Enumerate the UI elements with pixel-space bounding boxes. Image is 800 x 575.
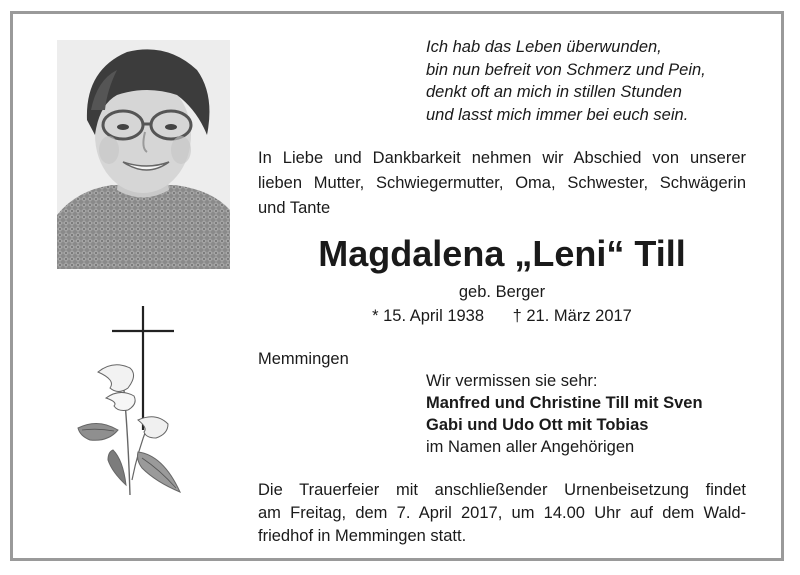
intro-text [258,146,746,221]
place: Memmingen [258,350,349,368]
intro-line: In Liebe und Dankbarkeit nehmen wir Abschied von unserer [258,149,746,167]
funeral-line: am Freitag, dem 7. April 2017, um 14.00 Uhr auf dem Wald- [258,504,746,522]
funeral-line: Die Trauerfeier mit anschließender Urnenbeisetzung findet [258,481,746,499]
portrait-photo [57,40,230,269]
mourners [426,370,766,458]
calla-lily-icon [78,365,180,495]
poem [426,36,766,126]
poem-line: und lasst mich immer bei euch sein. [426,105,689,124]
mourner-family: Gabi und Udo Ott mit Tobias [426,416,649,434]
death-date: † 21. März 2017 [512,307,632,325]
intro-line: und Tante [258,199,331,217]
poem-line: bin nun befreit von Schmerz und Pein, [426,60,706,79]
funeral-info [258,479,746,548]
intro-line: lieben Mutter, Schwiegermutter, Oma, Schwester, Schwägerin [258,174,746,192]
cross-lily-artwork [68,300,193,500]
poem-line: denkt oft an mich in stillen Stunden [426,83,682,101]
mourners-intro: Wir vermissen sie sehr: [426,372,598,390]
maiden-name: geb. Berger [458,283,546,301]
deceased-name: Magdalena „Leni“ Till [318,233,686,274]
life-dates [258,305,746,327]
poem-line: Ich hab das Leben überwunden, [426,38,662,56]
mourners-closing: im Namen aller Angehörigen [426,438,635,456]
birth-date: * 15. April 1938 [372,307,485,325]
funeral-line: friedhof in Memmingen statt. [258,527,467,545]
mourner-family: Manfred und Christine Till mit Sven [426,394,703,412]
